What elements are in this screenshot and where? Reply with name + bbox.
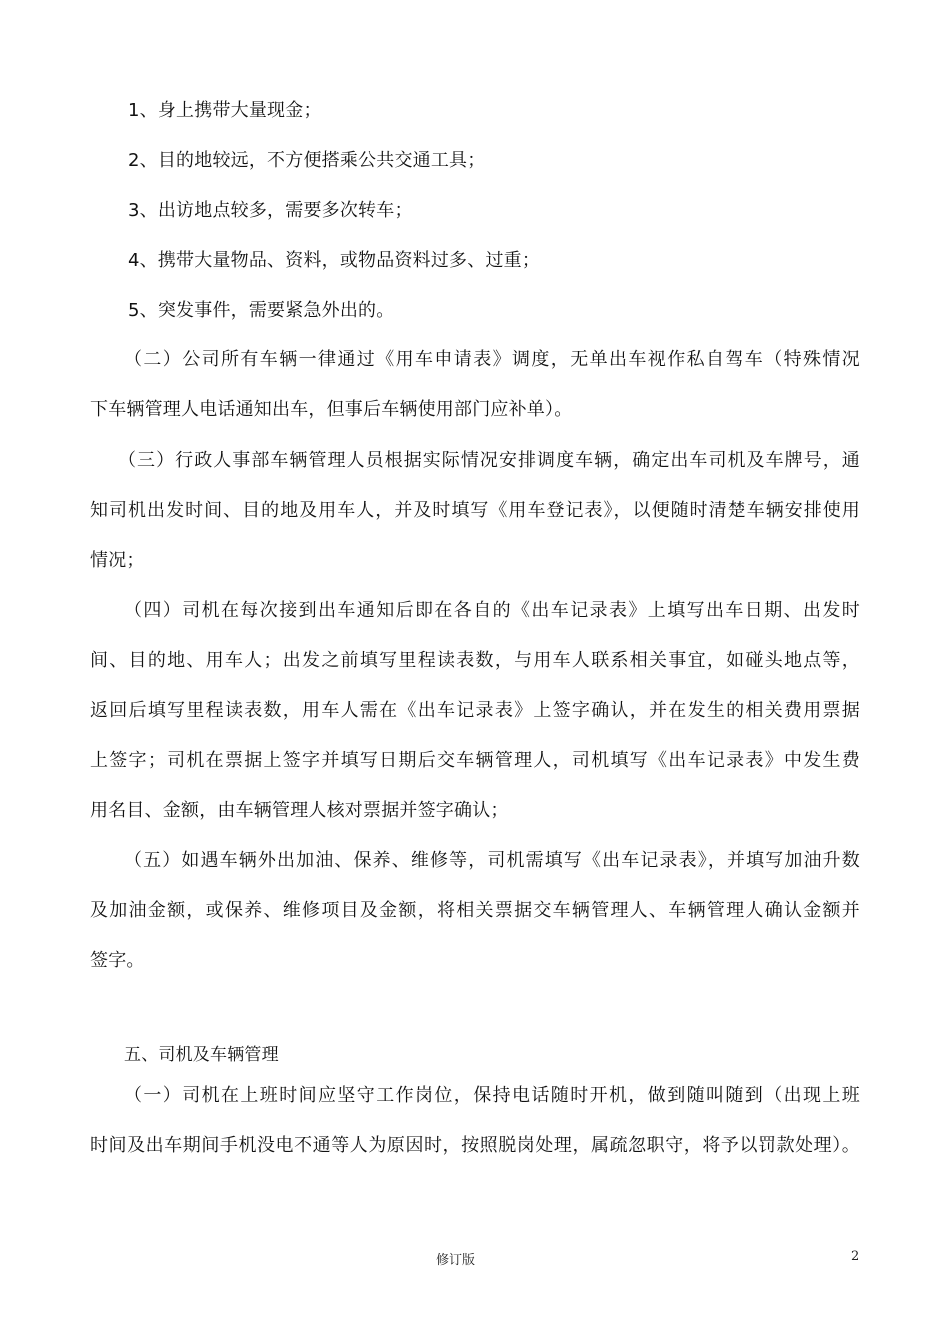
- paragraph-4-line-1: （四）司机在每次接到出车通知后即在各自的《出车记录表》上填写出车日期、出发时: [124, 600, 860, 621]
- paragraph-4-line-3: 返回后填写里程读表数，用车人需在《出车记录表》上签字确认，并在发生的相关费用票据: [90, 700, 860, 721]
- paragraph-3-line-2: 知司机出发时间、目的地及用车人，并及时填写《用车登记表》，以便随时清楚车辆安排使用: [90, 500, 860, 521]
- list-item-3: 3、出访地点较多，需要多次转车；: [128, 200, 413, 221]
- footer-label: 修订版: [436, 1253, 476, 1268]
- list-item-5: 5、突发事件，需要紧急外出的。: [128, 300, 395, 321]
- list-item-1: 1、身上携带大量现金；: [128, 100, 322, 121]
- paragraph-3-line-3: 情况；: [90, 550, 145, 571]
- section-paragraph-1-line-1: （一）司机在上班时间应坚守工作岗位，保持电话随时开机，做到随叫随到（出现上班: [124, 1085, 860, 1106]
- paragraph-5-line-2: 及加油金额，或保养、维修项目及金额，将相关票据交车辆管理人、车辆管理人确认金额并: [90, 900, 860, 921]
- paragraph-4-line-2: 间、目的地、用车人；出发之前填写里程读表数，与用车人联系相关事宜，如碰头地点等，: [90, 650, 860, 671]
- paragraph-4-line-5: 用名目、金额，由车辆管理人核对票据并签字确认；: [90, 800, 509, 821]
- paragraph-3-line-1: （三）行政人事部车辆管理人员根据实际情况安排调度车辆，确定出车司机及车牌号，通: [118, 450, 860, 471]
- paragraph-5-line-1: （五）如遇车辆外出加油、保养、维修等，司机需填写《出车记录表》，并填写加油升数: [124, 850, 860, 871]
- section-paragraph-1-line-2: 时间及出车期间手机没电不通等人为原因时，按照脱岗处理，属疏忽职守，将予以罚款处理）。: [90, 1135, 860, 1156]
- section-heading: 五、司机及车辆管理: [124, 1045, 279, 1065]
- page-number: 2: [851, 1249, 860, 1264]
- list-item-4: 4、携带大量物品、资料，或物品资料过多、过重；: [128, 250, 541, 271]
- paragraph-4-line-4: 上签字；司机在票据上签字并填写日期后交车辆管理人，司机填写《出车记录表》中发生费: [90, 750, 860, 771]
- paragraph-2-line-2: 下车辆管理人电话通知出车，但事后车辆使用部门应补单）。: [90, 399, 573, 420]
- paragraph-2-line-1: （二）公司所有车辆一律通过《用车申请表》调度，无单出车视作私自驾车（特殊情况: [124, 349, 860, 370]
- list-item-2: 2、目的地较远，不方便搭乘公共交通工具；: [128, 150, 486, 171]
- paragraph-5-line-3: 签字。: [90, 950, 145, 971]
